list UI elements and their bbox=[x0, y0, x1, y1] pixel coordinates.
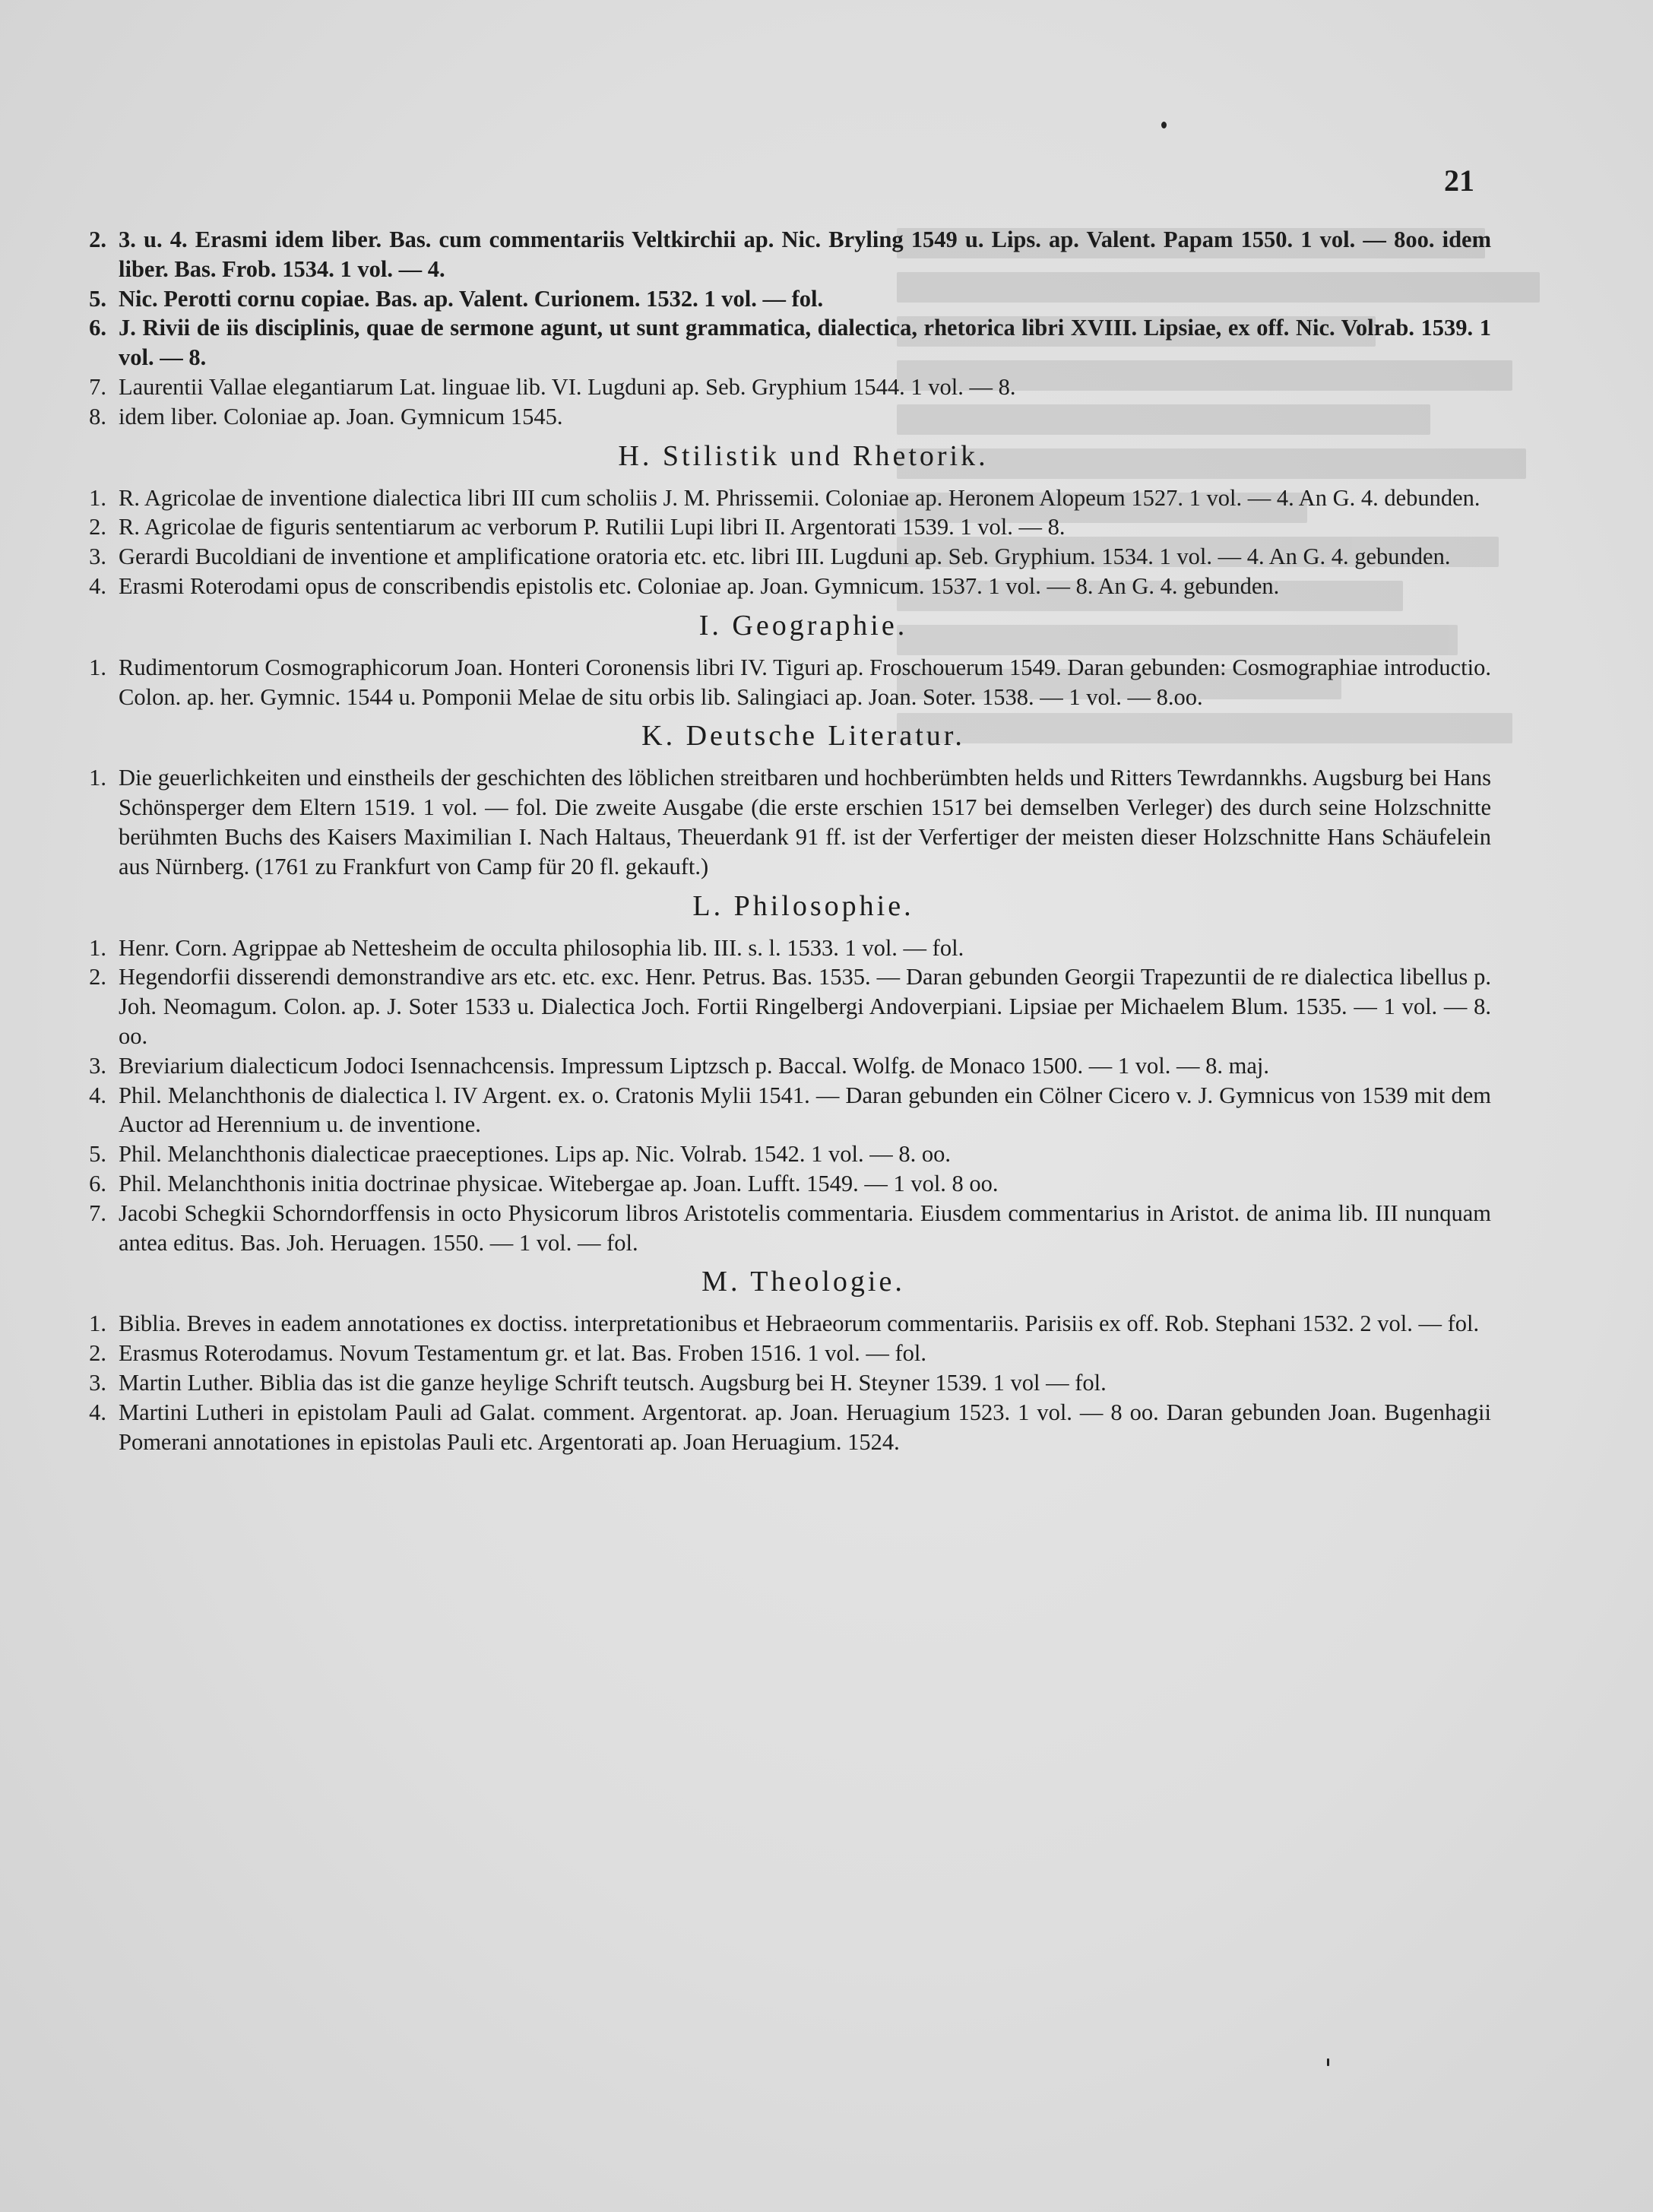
entry-number: 1. bbox=[89, 484, 106, 511]
entry-number: 4. bbox=[89, 1399, 106, 1425]
section-stilistik bbox=[70, 439, 1491, 601]
catalog-entry bbox=[70, 372, 1491, 402]
entry-number: 2. bbox=[89, 964, 106, 990]
catalog-entry bbox=[70, 542, 1491, 572]
section-philosophie bbox=[70, 889, 1491, 1258]
catalog-entry bbox=[70, 1081, 1491, 1140]
entry-text: Gerardi Bucoldiani de inventione et amplificatione oratoria etc. etc. libri III. Lugduni ap. Seb. Gryphium. 1534. 1 vol. — 4. An G. 4. gebunden. bbox=[119, 543, 1451, 570]
entry-text: Henr. Corn. Agrippae ab Nettesheim de occulta philosophia lib. III. s. l. 1533. 1 vol. — fol. bbox=[119, 934, 964, 961]
entry-text: Martin Luther. Biblia das ist die ganze heylige Schrift teutsch. Augsburg bei H. Steyner 1539. 1 vol — fol. bbox=[119, 1369, 1107, 1396]
entry-number: 6. bbox=[89, 315, 106, 341]
entry-text: Nic. Perotti cornu copiae. Bas. ap. Valent. Curionem. 1532. 1 vol. — fol. bbox=[119, 285, 824, 312]
entry-text: R. Agricolae de inventione dialectica libri III cum scholiis J. M. Phrissemii. Coloniae ap. Heronem Alopeum 1527. 1 vol. — 4. An G. 4. debunden. bbox=[119, 484, 1480, 511]
section-heading: M. Theologie. bbox=[701, 1266, 905, 1298]
entry-number: 5. bbox=[89, 285, 106, 312]
entry-number: 1. bbox=[89, 654, 106, 680]
catalog-entry bbox=[70, 1139, 1491, 1169]
entry-number: 5. bbox=[89, 1141, 106, 1168]
entry-text: Jacobi Schegkii Schorndorffensis in octo Physicorum libros Aristotelis commentaria. Eiusdem commentarius in Aristot. de anima lib. III nunquam antea editus. Bas. Joh. Heruagen. 1550. — 1 vol. — fol. bbox=[119, 1199, 1491, 1256]
section-heading: H. Stilistik und Rhetorik. bbox=[618, 439, 989, 472]
entry-text: Phil. Melanchthonis dialecticae praeceptiones. Lips ap. Nic. Volrab. 1542. 1 vol. — 8. oo. bbox=[119, 1141, 951, 1168]
catalog-entry bbox=[70, 763, 1491, 881]
section-geographie bbox=[70, 609, 1491, 712]
entry-number: 1. bbox=[89, 765, 106, 791]
catalog-entry bbox=[70, 402, 1491, 432]
catalog-entry bbox=[70, 1398, 1491, 1457]
entry-text: Erasmi Roterodami opus de conscribendis epistolis etc. Coloniae ap. Joan. Gymnicum. 1537. 1 vol. — 8. An G. 4. gebunden. bbox=[119, 572, 1280, 599]
catalog-entry bbox=[70, 1339, 1491, 1368]
catalog-entry bbox=[70, 483, 1491, 513]
entry-text: R. Agricolae de figuris sententiarum ac verborum P. Rutilii Lupi libri II. Argentorati 1539. 1 vol. — 8. bbox=[119, 514, 1066, 540]
entry-text: Hegendorfii disserendi demonstrandive ars etc. etc. exc. Henr. Petrus. Bas. 1535. — Daran gebunden Georgii Trapezuntii de re dialectica libellus p. Joh. Neomagum. Colon. ap. J. Soter 1533 u. Dialectica Joch. Fortii Ringelbergi Andoverpiani. Lipsiae per Michaelem Blum. 1535. — 1 vol. — 8. oo. bbox=[119, 964, 1491, 1049]
entry-number: 2. bbox=[89, 514, 106, 540]
dust-speck bbox=[1161, 122, 1167, 128]
entry-text: Biblia. Breves in eadem annotationes ex doctiss. interpretationibus et Hebraeorum commentariis. Parisiis ex off. Rob. Stephani 1532. 2 vol. — fol. bbox=[119, 1310, 1480, 1337]
catalog-entry bbox=[70, 1368, 1491, 1398]
catalog-entry bbox=[70, 512, 1491, 542]
entry-number: 8. bbox=[89, 403, 106, 429]
catalog-entry bbox=[70, 1199, 1491, 1258]
catalog-entry bbox=[70, 933, 1491, 963]
entry-text: Rudimentorum Cosmographicorum Joan. Honteri Coronensis libri IV. Tiguri ap. Froschouerum 1549. Daran gebunden: Cosmographiae introductio. Colon. ap. her. Gymnic. 1544 u. Pomponii Melae de situ orbis lib. Salingiaci ap. Joan. Soter. 1538. — 1 vol. — 8.oo. bbox=[119, 654, 1491, 710]
section-heading: L. Philosophie. bbox=[692, 889, 914, 922]
section-heading: I. Geographie. bbox=[698, 609, 908, 642]
entry-number: 4. bbox=[89, 572, 106, 599]
catalog-entry bbox=[70, 313, 1491, 372]
catalog-content bbox=[70, 225, 1491, 1456]
catalog-entry bbox=[70, 284, 1491, 314]
catalog-entry bbox=[70, 1309, 1491, 1339]
entry-number: 7. bbox=[89, 1199, 106, 1226]
section-theologie bbox=[70, 1265, 1491, 1456]
entry-text: Martini Lutheri in epistolam Pauli ad Galat. comment. Argentorat. ap. Joan. Heruagium 1523. 1 vol. — 8 oo. Daran gebunden Joan. Bugenhagii Pomerani annotationes in epistolas Pauli etc. Argentorati ap. Joan Heruagium. 1524. bbox=[119, 1399, 1491, 1455]
entry-number: 4. bbox=[89, 1082, 106, 1108]
entry-text: J. Rivii de iis disciplinis, quae de sermone agunt, ut sunt grammatica, dialectica, rhetorica libri XVIII. Lipsiae, ex off. Nic. Volrab. 1539. 1 vol. — 8. bbox=[119, 315, 1491, 371]
section-deutsche-literatur bbox=[70, 719, 1491, 881]
entry-number: 3. bbox=[89, 543, 106, 570]
entry-number: 1. bbox=[89, 934, 106, 961]
catalog-entry bbox=[70, 572, 1491, 601]
catalog-entry bbox=[70, 1051, 1491, 1081]
entry-text: Laurentii Vallae elegantiarum Lat. linguae lib. VI. Lugduni ap. Seb. Gryphium 1544. 1 vol. — 8. bbox=[119, 373, 1016, 400]
catalog-entry bbox=[70, 962, 1491, 1051]
entry-number: 2. bbox=[89, 1340, 106, 1367]
entry-number: 1. bbox=[89, 1310, 106, 1337]
entry-text: Die geuerlichkeiten und einstheils der geschichten des löblichen streitbaren und hochberümbten helds und Ritters Tewrdannkhs. Augsburg bei Hans Schönsperger dem Eltern 1519. 1 vol. — fol. Die zweite Ausgabe (die erste erschien 1517 bei demselben Verleger) des durch seine Holzschnitte berühmten Buchs des Kaisers Maximilian I. Nach Haltaus, Theuerdank 91 ff. ist der Verfertiger der meisten dieser Holzschnitte Hans Schäufelein aus Nürnberg. (1761 zu Frankfurt von Camp für 20 fl. gekauft.) bbox=[119, 765, 1491, 879]
entry-number: 2. bbox=[89, 227, 106, 252]
catalog-entry bbox=[70, 1169, 1491, 1199]
entry-number: 3. bbox=[89, 1052, 106, 1079]
entry-text: Erasmus Roterodamus. Novum Testamentum gr. et lat. Bas. Froben 1516. 1 vol. — fol. bbox=[119, 1340, 926, 1367]
entry-number: 3. bbox=[89, 1369, 106, 1396]
section-continuation bbox=[70, 225, 1491, 432]
entry-text: 3. u. 4. Erasmi idem liber. Bas. cum commentariis Veltkirchii ap. Nic. Bryling 1549 u. Lips. ap. Valent. Papam 1550. 1 vol. — 8oo. idem liber. Bas. Frob. 1534. 1 vol. — 4. bbox=[119, 227, 1491, 282]
entry-text: idem liber. Coloniae ap. Joan. Gymnicum 1545. bbox=[119, 403, 563, 429]
page-number: 21 bbox=[1444, 163, 1474, 198]
entry-text: Phil. Melanchthonis de dialectica l. IV Argent. ex. o. Cratonis Mylii 1541. — Daran gebunden ein Cölner Cicero v. J. Gymnicus von 1539 mit dem Auctor ad Herennium u. de inventione. bbox=[119, 1082, 1491, 1138]
entry-number: 6. bbox=[89, 1170, 106, 1196]
catalog-entry bbox=[70, 225, 1491, 284]
dust-speck bbox=[1327, 2058, 1329, 2066]
entry-text: Phil. Melanchthonis initia doctrinae physicae. Witebergae ap. Joan. Lufft. 1549. — 1 vol. 8 oo. bbox=[119, 1170, 999, 1196]
entry-number: 7. bbox=[89, 373, 106, 400]
entry-text: Breviarium dialecticum Jodoci Isennachcensis. Impressum Liptzsch p. Baccal. Wolfg. de Monaco 1500. — 1 vol. — 8. maj. bbox=[119, 1052, 1269, 1079]
catalog-entry bbox=[70, 653, 1491, 712]
section-heading: K. Deutsche Literatur. bbox=[641, 720, 965, 753]
